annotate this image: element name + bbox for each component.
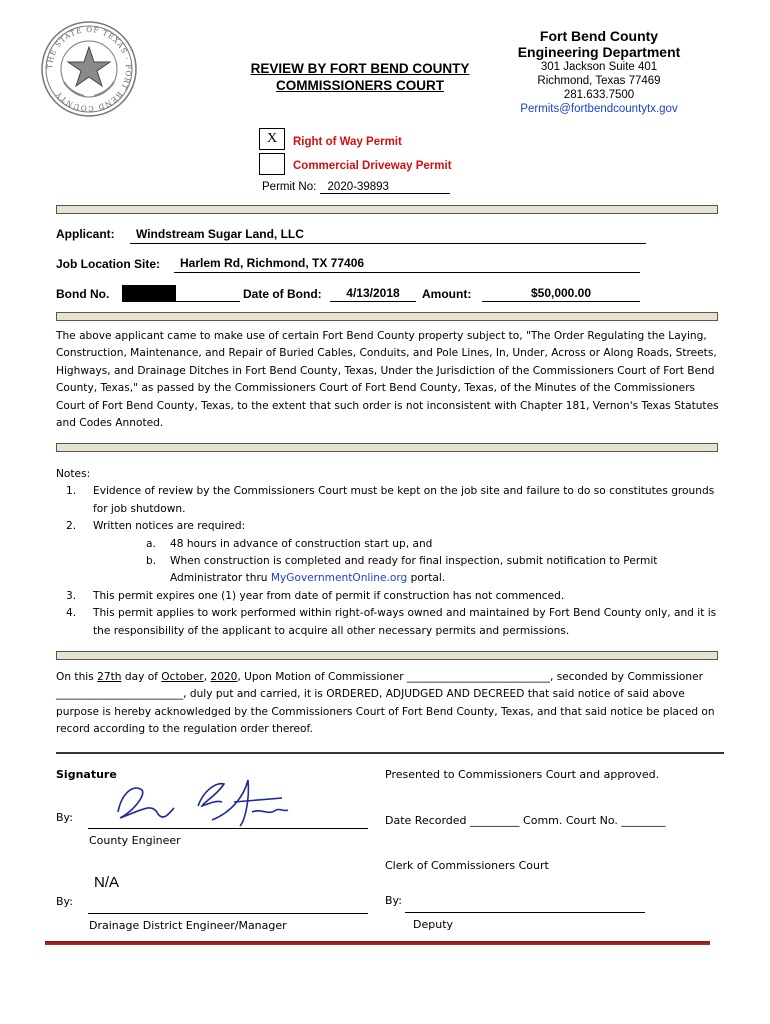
by-label-drainage: By:: [56, 895, 73, 908]
county-engineer-line: [88, 828, 368, 829]
clerk-line: [405, 912, 645, 913]
note-subitem: a. 48 hours in advance of construction start up, and: [146, 537, 433, 550]
section-divider: [56, 443, 718, 452]
note-item: 3. This permit expires one (1) year from date of permit if construction has not commenced.: [66, 589, 565, 602]
presented-text: Presented to Commissioners Court and approved.: [385, 768, 660, 781]
date-recorded-text: Date Recorded _________ Comm. Court No. ________: [385, 814, 666, 827]
amount-label: Amount:: [422, 287, 472, 301]
dept-email-link[interactable]: Permits@fortbendcountytx.gov: [520, 103, 678, 115]
by-label: By:: [56, 811, 73, 824]
title-line1: REVIEW BY FORT BEND COUNTY: [250, 61, 470, 76]
date-of-bond-label: Date of Bond:: [243, 287, 322, 301]
drainage-line: [88, 913, 368, 914]
job-location-value: Harlem Rd, Richmond, TX 77406: [174, 256, 640, 273]
permit-number-label: Permit No:: [262, 181, 317, 193]
seal-text: THE STATE OF TEXAS · FORT BEND COUNTY: [44, 24, 134, 114]
amount-value: $50,000.00: [482, 286, 640, 302]
notes-heading: Notes:: [56, 468, 91, 480]
deputy-label: Deputy: [413, 918, 454, 931]
county-engineer-label: County Engineer: [89, 834, 181, 847]
permit-number-value: 2020-39893: [320, 181, 450, 194]
bond-number-redaction: [122, 285, 176, 301]
applicant-value: Windstream Sugar Land, LLC: [130, 227, 646, 244]
signature-divider: [56, 752, 724, 754]
by-label-clerk: By:: [385, 894, 402, 907]
title-line2: COMMISSIONERS COURT: [275, 78, 444, 93]
department-header: [484, 28, 714, 116]
motion-day: 27th: [97, 671, 122, 683]
notes-section: [56, 466, 720, 640]
motion-paragraph: On this 27th day of October, 2020, Upon Motion of Commissioner ___________________________, seconded by Commissioner ________________________, duly put and carried, it is ORDERED, ADJUDGED AND DECREED that said notice of said above purpose is hereby acknowledged by the Commissioners Court of Fort Bend County, Texas, and that said notice be placed on record according to the regulation order thereof.: [56, 671, 715, 736]
permit-number: [262, 181, 450, 194]
handwritten-signature: [112, 772, 292, 832]
clerk-label: Clerk of Commissioners Court: [385, 859, 549, 872]
dept-phone: 281.633.7500: [563, 89, 635, 101]
dept-line2: Engineering Department: [517, 44, 681, 60]
note-item: 2. Written notices are required:: [66, 520, 246, 533]
motion-year: 2020: [210, 671, 238, 683]
footer-bar: [45, 941, 710, 945]
right-of-way-checkbox[interactable]: X: [259, 128, 285, 150]
applicant-label: Applicant:: [56, 227, 115, 241]
dept-address2: Richmond, Texas 77469: [537, 75, 661, 87]
mygovernmentonline-link[interactable]: MyGovernmentOnline.org: [270, 572, 408, 585]
dept-line1: Fort Bend County: [539, 28, 659, 44]
order-paragraph: The above applicant came to make use of certain Fort Bend County property subject to, "The Order Regulating the Laying, Construction, Maintenance, and Repair of Buried Cables, Conduits, and Pole Lines, In, Under, Across or Along Roads, Streets, Highways, and Drainage Ditches in Fort Bend County, Texas, Under the Jurisdiction of the Commissioners Court of Fort Bend County, Texas," as passed by the Commissioners Court of Fort Bend County, Texas, of the Minutes of the Commissioners Court of Fort Bend County, Texas, to the extent that such order is not inconsistent with Chapter 181, Vernon's Texas Statutes and Codes Annoted.: [56, 330, 719, 430]
note-item: 4. This permit applies to work performed within right-of-ways owned and maintained by Fort Bend County only, and it is the responsibility of the applicant to acquire all other necessary permits and permissions.: [66, 607, 717, 637]
motion-month: October: [161, 671, 204, 683]
bond-number-field: [122, 285, 240, 302]
right-of-way-label: Right of Way Permit: [293, 136, 402, 148]
date-of-bond-value: 4/13/2018: [330, 286, 416, 302]
na-text: N/A: [94, 874, 120, 891]
drainage-engineer-label: Drainage District Engineer/Manager: [89, 919, 287, 932]
bond-number-label: Bond No.: [56, 287, 110, 301]
note-subitem: b. When construction is completed and ready for final inspection, submit notification to Permit Administrator thru MyGovernmentOnline.org portal.: [146, 555, 658, 585]
commercial-driveway-checkbox[interactable]: [259, 153, 285, 175]
section-divider: [56, 205, 718, 214]
commercial-driveway-label: Commercial Driveway Permit: [293, 160, 452, 172]
county-seal: [40, 20, 138, 118]
job-location-label: Job Location Site:: [56, 257, 161, 271]
document-title: [205, 60, 515, 94]
section-divider: [56, 312, 718, 321]
note-item: 1. Evidence of review by the Commissioners Court must be kept on the job site and failure to do so constitutes grounds for job shutdown.: [66, 485, 715, 515]
dept-address1: 301 Jackson Suite 401: [540, 61, 658, 73]
section-divider: [56, 651, 718, 660]
signature-label: Signature: [56, 768, 117, 781]
